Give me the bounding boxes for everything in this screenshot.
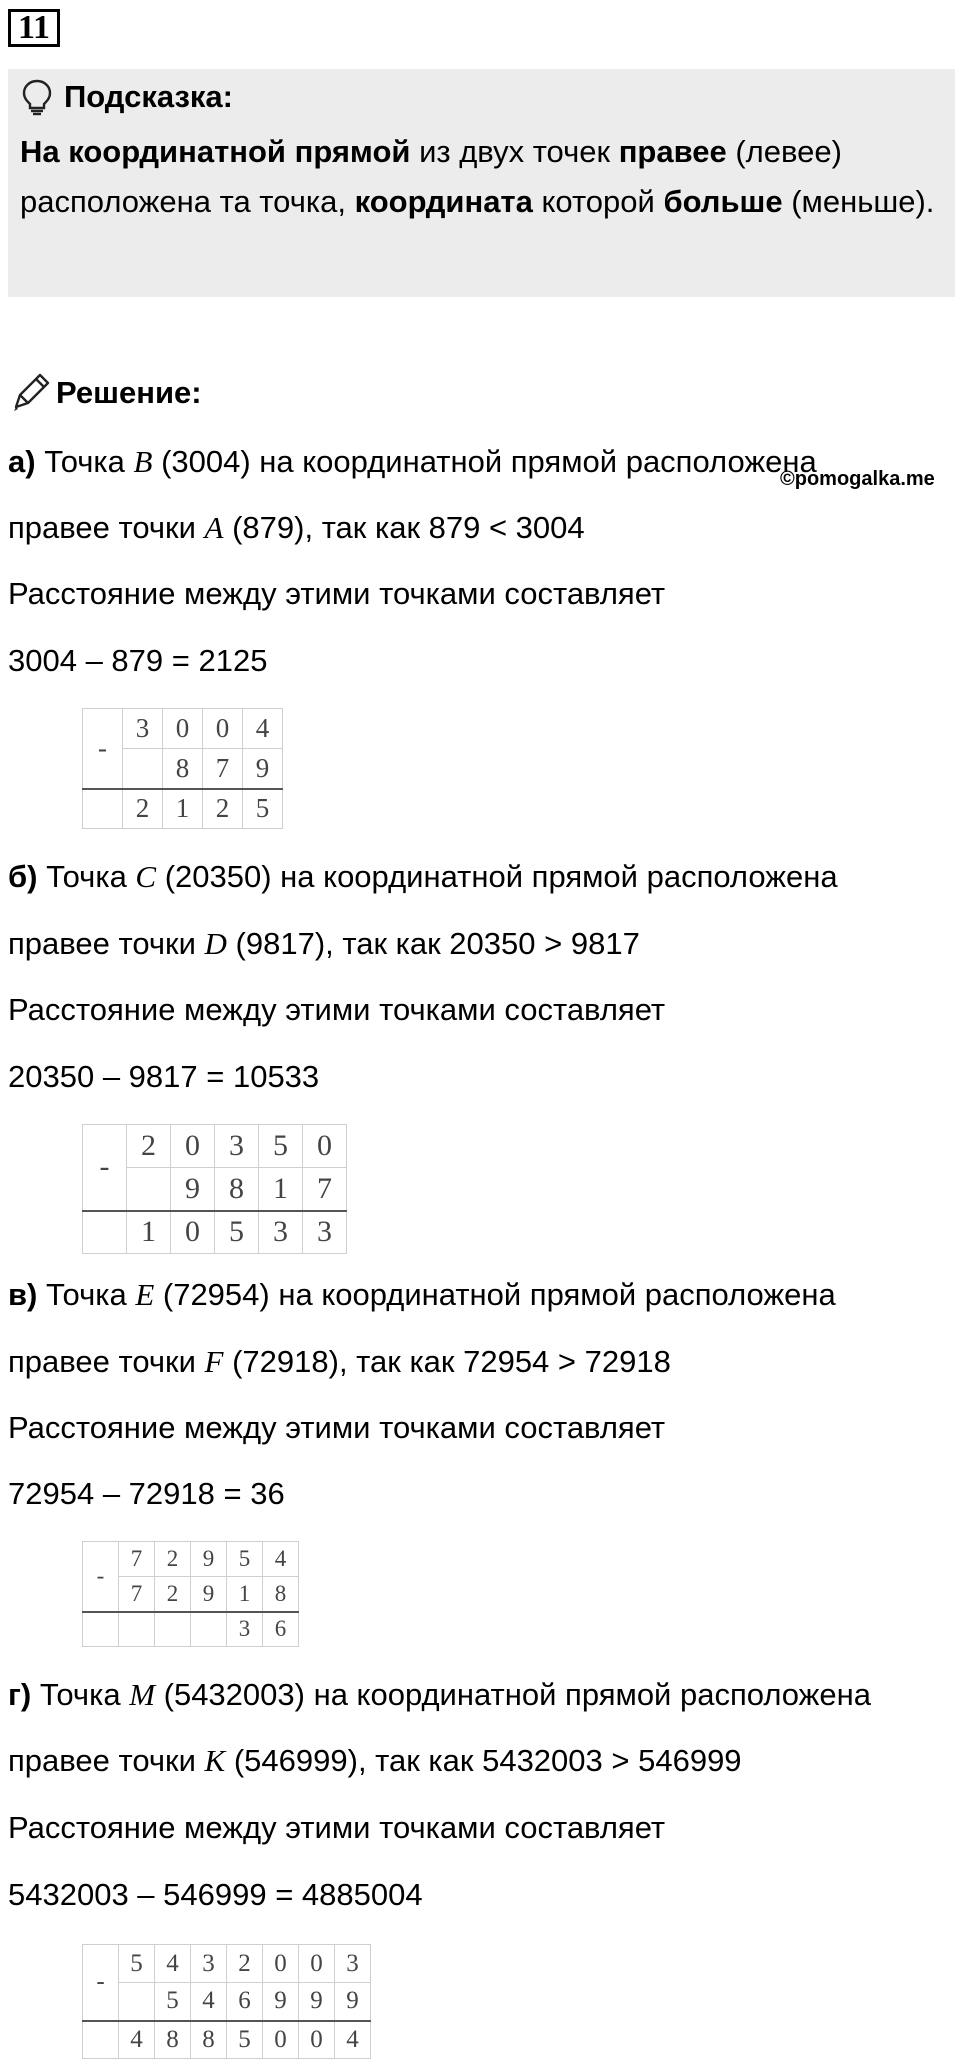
digit-cell: 1	[227, 1577, 263, 1612]
solution-title: Решение:	[56, 375, 202, 410]
digit-cell: 6	[263, 1612, 299, 1647]
part-d-tail: (546999), так как 5432003 > 546999	[225, 1743, 742, 1778]
hint-text	[20, 127, 943, 227]
digit-cell: 1	[163, 789, 203, 829]
digit-cell: 2	[123, 789, 163, 829]
minus-sign: -	[83, 1945, 119, 2021]
digit-cell: 8	[191, 2021, 227, 2059]
operand-row	[83, 1983, 371, 2021]
digit-cell: 5	[259, 1125, 303, 1168]
digit-cell: 7	[203, 749, 243, 789]
part-c-line-2	[8, 1342, 671, 1382]
part-b-label: б)	[8, 859, 38, 894]
hint-text-4: (левее) расположена та точка,	[20, 134, 842, 219]
digit-cell: 3	[303, 1211, 347, 1254]
part-b-line-2	[8, 924, 640, 964]
task-number: 11	[8, 9, 60, 47]
part-d-label: г)	[8, 1677, 32, 1712]
digit-cell: 7	[303, 1168, 347, 1211]
part-b-pre2: правее точки	[8, 926, 205, 961]
digit-cell: 0	[263, 2021, 299, 2059]
part-a-pre: Точка	[35, 444, 134, 479]
digit-cell	[119, 1612, 155, 1647]
digit-cell: 5	[227, 1542, 263, 1577]
digit-cell: 6	[227, 1983, 263, 2021]
part-d-pre: Точка	[31, 1677, 130, 1712]
part-a-mid: (3004) на координатной прямой расположена	[152, 444, 817, 479]
part-c-distance: Расстояние между этими точками составляет	[8, 1410, 666, 1445]
digit-cell: 8	[215, 1168, 259, 1211]
digit-cell: 5	[119, 1945, 155, 1983]
part-a-pre2: правее точки	[8, 510, 205, 545]
digit-cell: 5	[215, 1211, 259, 1254]
part-c-pre: Точка	[37, 1277, 136, 1312]
operand-row	[83, 1945, 371, 1983]
empty-cell	[83, 1211, 127, 1254]
minus-sign: -	[83, 1125, 127, 1211]
part-d-point-1: M	[129, 1677, 156, 1712]
digit-cell: 4	[335, 2021, 371, 2059]
part-d-equation: 5432003 – 546999 = 4885004	[8, 1877, 423, 1912]
digit-cell: 1	[127, 1211, 171, 1254]
digit-cell: 5	[243, 789, 283, 829]
digit-cell: 0	[299, 2021, 335, 2059]
part-c-line-1	[8, 1275, 836, 1315]
digit-cell: 0	[303, 1125, 347, 1168]
part-b-equation: 20350 – 9817 = 10533	[8, 1059, 320, 1094]
digit-cell: 2	[227, 1945, 263, 1983]
digit-cell: 1	[259, 1168, 303, 1211]
part-a-point-2: A	[204, 510, 224, 545]
part-a-distance: Расстояние между этими точками составляет	[8, 576, 666, 611]
hint-text-6: которой	[532, 184, 664, 219]
operand-row	[83, 709, 283, 749]
part-b-distance: Расстояние между этими точками составляет	[8, 992, 666, 1027]
digit-cell: 9	[335, 1983, 371, 2021]
digit-cell: 4	[191, 1983, 227, 2021]
digit-cell: 8	[263, 1577, 299, 1612]
empty-cell	[83, 1612, 119, 1647]
digit-cell: 3	[191, 1945, 227, 1983]
result-row	[83, 1211, 347, 1254]
part-d-point-2: K	[204, 1743, 226, 1778]
digit-cell	[191, 1612, 227, 1647]
part-b-line-1	[8, 857, 838, 897]
watermark: ©pomogalka.me	[780, 468, 935, 490]
digit-cell	[123, 749, 163, 789]
part-a-point-1: B	[133, 444, 153, 479]
digit-cell: 3	[215, 1125, 259, 1168]
part-c-point-2: F	[204, 1344, 224, 1379]
digit-cell: 3	[259, 1211, 303, 1254]
part-a-line-2	[8, 508, 585, 548]
digit-cell: 0	[263, 1945, 299, 1983]
digit-cell: 9	[263, 1983, 299, 2021]
hint-text-8: (меньше).	[782, 184, 935, 219]
hint-title: Подсказка:	[64, 79, 233, 114]
digit-cell: 4	[243, 709, 283, 749]
result-row	[83, 1612, 299, 1647]
digit-cell	[127, 1168, 171, 1211]
operand-row	[83, 1542, 299, 1577]
lightbulb-icon	[20, 78, 54, 116]
part-b-mid: (20350) на координатной прямой расположена	[156, 859, 838, 894]
digit-cell	[119, 1983, 155, 2021]
digit-cell: 2	[127, 1125, 171, 1168]
part-c-mid: (72954) на координатной прямой расположена	[154, 1277, 836, 1312]
digit-cell: 0	[299, 1945, 335, 1983]
digit-cell: 2	[203, 789, 243, 829]
digit-cell: 4	[155, 1945, 191, 1983]
hint-text-2: из двух точек	[410, 134, 619, 169]
result-row	[83, 2021, 371, 2059]
digit-cell: 4	[119, 2021, 155, 2059]
part-b-pre: Точка	[37, 859, 136, 894]
part-d-column-subtraction	[82, 1944, 371, 2059]
digit-cell: 0	[171, 1211, 215, 1254]
empty-cell	[83, 2021, 119, 2059]
part-b-tail: (9817), так как 20350 > 9817	[226, 926, 640, 961]
part-a-column-subtraction	[82, 708, 283, 829]
part-c-pre2: правее точки	[8, 1344, 205, 1379]
hint-bold-5: координата	[354, 184, 533, 219]
digit-cell: 9	[191, 1577, 227, 1612]
part-c-label: в)	[8, 1277, 38, 1312]
operand-row	[83, 1125, 347, 1168]
part-d-mid: (5432003) на координатной прямой расположена	[155, 1677, 871, 1712]
digit-cell	[155, 1612, 191, 1647]
result-row	[83, 789, 283, 829]
minus-sign: -	[83, 1542, 119, 1612]
digit-cell: 4	[263, 1542, 299, 1577]
part-d-line-1	[8, 1675, 871, 1715]
part-d-distance: Расстояние между этими точками составляет	[8, 1810, 666, 1845]
part-a-tail: (879), так как 879 < 3004	[223, 510, 585, 545]
digit-cell: 5	[227, 2021, 263, 2059]
part-a-label: а)	[8, 444, 36, 479]
hint-header	[20, 77, 943, 117]
part-a-line-1	[8, 442, 817, 482]
hint-bold-1: На координатной прямой	[20, 134, 411, 169]
hint-bold-7: больше	[663, 184, 783, 219]
digit-cell: 8	[155, 2021, 191, 2059]
digit-cell: 9	[171, 1168, 215, 1211]
digit-cell: 5	[155, 1983, 191, 2021]
digit-cell: 9	[243, 749, 283, 789]
digit-cell: 2	[155, 1577, 191, 1612]
part-a-equation: 3004 – 879 = 2125	[8, 643, 268, 678]
digit-cell: 0	[203, 709, 243, 749]
part-b-column-subtraction	[82, 1124, 347, 1254]
digit-cell: 9	[299, 1983, 335, 2021]
digit-cell: 2	[155, 1542, 191, 1577]
minus-sign: -	[83, 709, 123, 789]
digit-cell: 3	[123, 709, 163, 749]
empty-cell	[83, 789, 123, 829]
part-c-tail: (72918), так как 72954 > 72918	[223, 1344, 671, 1379]
hint-bold-3: правее	[618, 134, 727, 169]
part-c-equation: 72954 – 72918 = 36	[8, 1476, 285, 1511]
part-c-point-1: E	[135, 1277, 155, 1312]
part-d-pre2: правее точки	[8, 1743, 205, 1778]
part-c-column-subtraction	[82, 1541, 299, 1647]
digit-cell: 0	[163, 709, 203, 749]
digit-cell: 3	[335, 1945, 371, 1983]
part-b-point-2: D	[204, 926, 227, 961]
solution-header	[8, 372, 202, 414]
digit-cell: 7	[119, 1577, 155, 1612]
digit-cell: 3	[227, 1612, 263, 1647]
digit-cell: 8	[163, 749, 203, 789]
digit-cell: 7	[119, 1542, 155, 1577]
pencil-icon	[8, 371, 52, 415]
part-d-line-2	[8, 1741, 742, 1781]
part-b-point-1: C	[135, 859, 157, 894]
digit-cell: 9	[191, 1542, 227, 1577]
hint-box	[8, 69, 955, 297]
digit-cell: 0	[171, 1125, 215, 1168]
